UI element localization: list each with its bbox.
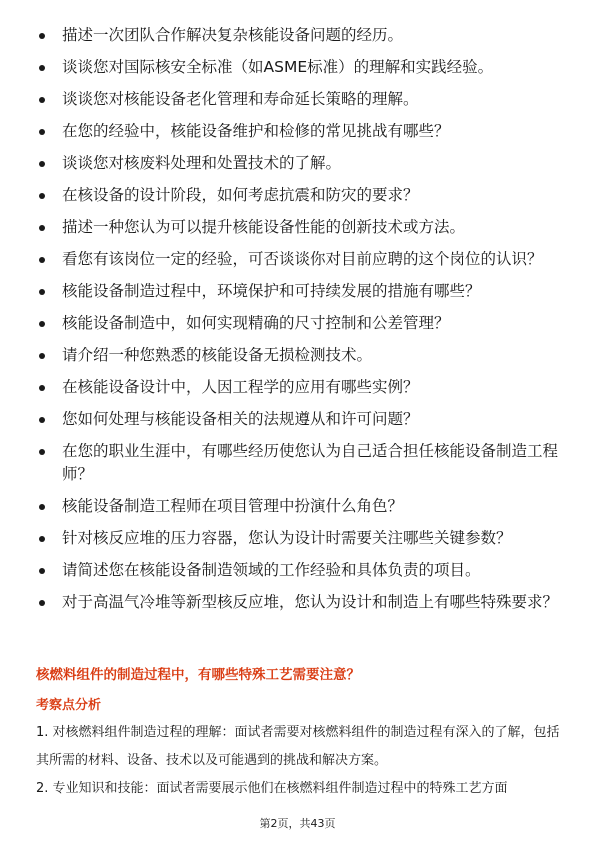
analysis-point: 2. 专业知识和技能：面试者需要展示他们在核燃料组件制造过程中的特殊工艺方面 [36,781,508,796]
list-item: 请介绍一种您熟悉的核能设备无损检测技术。 [36,344,561,367]
list-item: 您如何处理与核能设备相关的法规遵从和许可问题？ [36,408,561,431]
list-item: 在核设备的设计阶段，如何考虑抗震和防灾的要求？ [36,184,561,207]
list-item: 谈谈您对国际核安全标准（如ASME标准）的理解和实践经验。 [36,56,561,79]
list-item: 核能设备制造中，如何实现精确的尺寸控制和公差管理？ [36,312,561,335]
list-item: 在您的职业生涯中，有哪些经历使您认为自己适合担任核能设备制造工程师？ [36,440,561,486]
list-item: 对于高温气冷堆等新型核反应堆，您认为设计和制造上有哪些特殊要求？ [36,591,561,614]
list-item: 针对核反应堆的压力容器，您认为设计时需要关注哪些关键参数？ [36,527,561,550]
analysis-body [36,719,561,803]
analysis-point: 1. 对核燃料组件制造过程的理解：面试者需要对核燃料组件的制造过程有深入的了解，包括其所需的材料、设备、技术以及可能遇到的挑战和解决方案。 [36,725,560,768]
analysis-heading: 考察点分析 [36,698,102,713]
list-item: 谈谈您对核废料处理和处置技术的了解。 [36,152,561,175]
list-item: 描述一种您认为可以提升核能设备性能的创新技术或方法。 [36,216,561,239]
list-item: 核能设备制造过程中，环境保护和可持续发展的措施有哪些？ [36,280,561,303]
list-item: 看您有该岗位一定的经验，可否谈谈你对目前应聘的这个岗位的认识？ [36,248,561,271]
list-item: 描述一次团队合作解决复杂核能设备问题的经历。 [36,24,561,47]
list-item: 谈谈您对核能设备老化管理和寿命延长策略的理解。 [36,88,561,111]
page-footer: 第2页，共43页 [259,817,336,830]
section-question-heading: 核燃料组件的制造过程中，有哪些特殊工艺需要注意？ [36,667,360,683]
question-list [36,24,561,623]
list-item: 核能设备制造工程师在项目管理中扮演什么角色？ [36,495,561,518]
list-item: 请简述您在核能设备制造领域的工作经验和具体负责的项目。 [36,559,561,582]
list-item: 在核能设备设计中，人因工程学的应用有哪些实例？ [36,376,561,399]
list-item: 在您的经验中，核能设备维护和检修的常见挑战有哪些？ [36,120,561,143]
